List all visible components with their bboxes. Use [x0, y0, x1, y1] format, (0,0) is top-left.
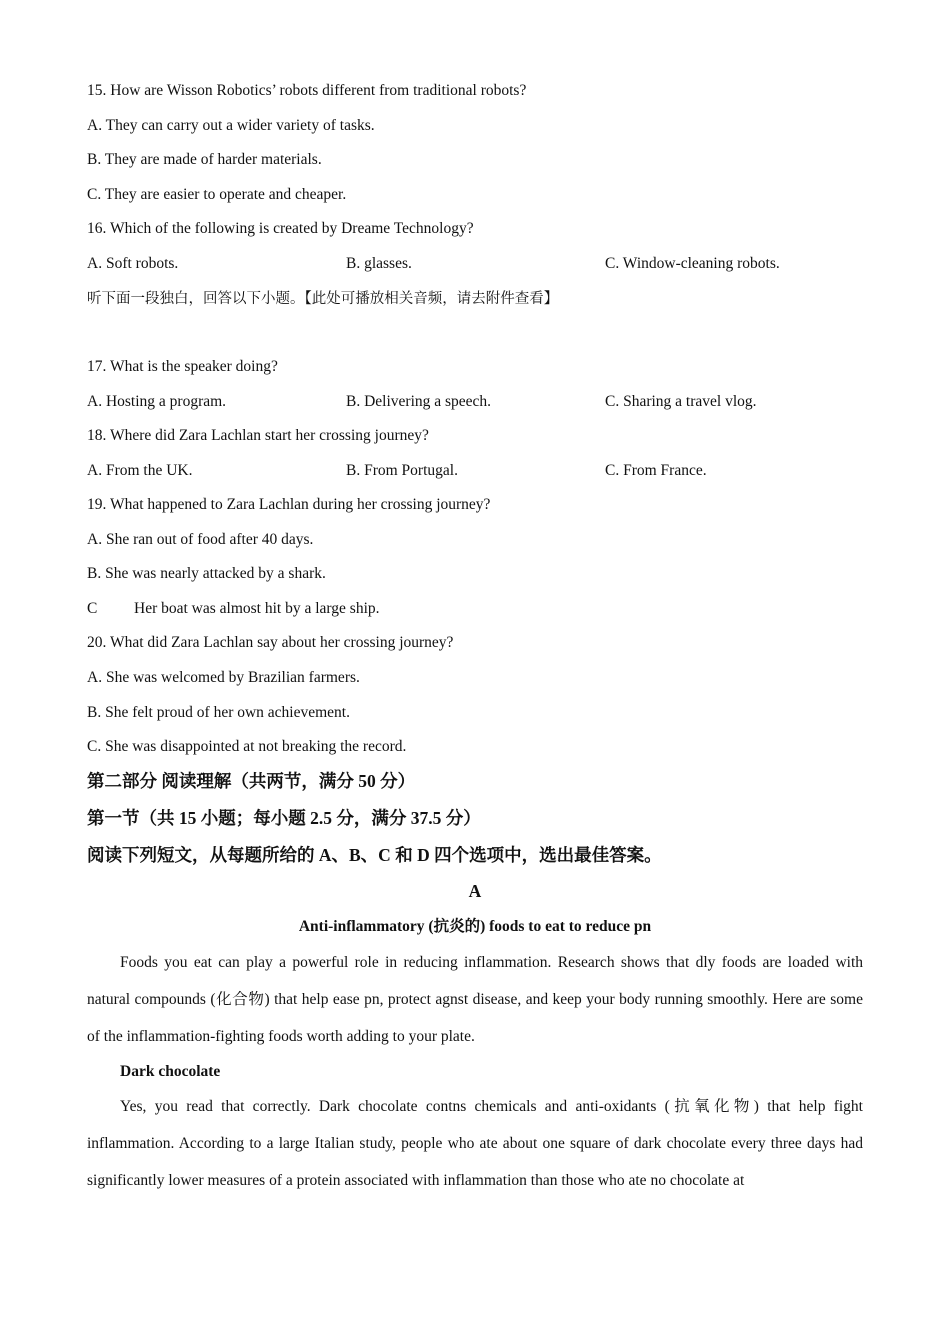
q18-option-c: C. From France. [605, 462, 707, 479]
q19-option-a: A. She ran out of food after 40 days. [87, 531, 314, 548]
passage-letter: A [468, 881, 482, 901]
audio-instruction: 听下面一段独白，回答以下小题。【此处可播放相关音频，请去附件查看】 [87, 291, 559, 307]
q16-option-c: C. Window-cleaning robots. [605, 255, 780, 272]
question-16: 16. Which of the following is created by Dreame Technology? [87, 220, 474, 237]
q20-option-c: C. She was disappointed at not breaking the record. [87, 738, 407, 755]
section-title: 第一节（共 15 小题；每小题 2.5 分，满分 37.5 分） [87, 808, 481, 828]
q16-option-b: B. glasses. [346, 255, 412, 272]
q18-option-b: B. From Portugal. [346, 462, 458, 479]
q20-option-b: B. She felt proud of her own achievement. [87, 704, 350, 721]
q17-option-c: C. Sharing a travel vlog. [605, 393, 757, 410]
question-18: 18. Where did Zara Lachlan start her crossing journey? [87, 427, 429, 444]
passage-paragraph-1: Foods you eat can play a powerful role in reducing inflammation. Research shows that dly foods are loaded with natural compounds (化合物) that help ease pn, protect agnst disease, and keep your body running smoothly. Here are some of the inflammation-fighting foods worth adding to your plate. [87, 954, 863, 1045]
question-20: 20. What did Zara Lachlan say about her crossing journey? [87, 634, 454, 651]
q16-option-a: A. Soft robots. [87, 255, 179, 272]
reading-directions: 阅读下列短文，从每题所给的 A、B、C 和 D 四个选项中，选出最佳答案。 [87, 845, 662, 865]
question-19: 19. What happened to Zara Lachlan during her crossing journey? [87, 496, 491, 513]
passage-paragraph-2: Yes, you read that correctly. Dark chocolate contns chemicals and anti-oxidants (抗氧化物) that help fight inflammation. According to a large Italian study, people who ate about one square of dark chocolate every three days had significantly lower measures of a protein associated with inflammation than those who ate no chocolate at [87, 1098, 863, 1189]
q20-option-a: A. She was welcomed by Brazilian farmers. [87, 669, 360, 686]
subheading-dark-chocolate: Dark chocolate [120, 1063, 221, 1080]
q17-option-a: A. Hosting a program. [87, 393, 227, 410]
q15-option-a: A. They can carry out a wider variety of tasks. [87, 117, 375, 134]
q19-option-c-label: C [87, 600, 98, 617]
passage-title: Anti-inflammatory (抗炎的) foods to eat to reduce pn [298, 918, 652, 935]
q19-option-b: B. She was nearly attacked by a shark. [87, 565, 326, 582]
q17-option-b: B. Delivering a speech. [346, 393, 492, 410]
part-title: 第二部分 阅读理解（共两节，满分 50 分） [87, 771, 416, 791]
question-17: 17. What is the speaker doing? [87, 358, 278, 375]
q15-option-b: B. They are made of harder materials. [87, 151, 322, 168]
question-15: 15. How are Wisson Robotics’ robots different from traditional robots? [87, 82, 527, 99]
q19-option-c-text: Her boat was almost hit by a large ship. [134, 600, 380, 617]
q18-option-a: A. From the UK. [87, 462, 193, 479]
q15-option-c: C. They are easier to operate and cheaper. [87, 186, 347, 203]
